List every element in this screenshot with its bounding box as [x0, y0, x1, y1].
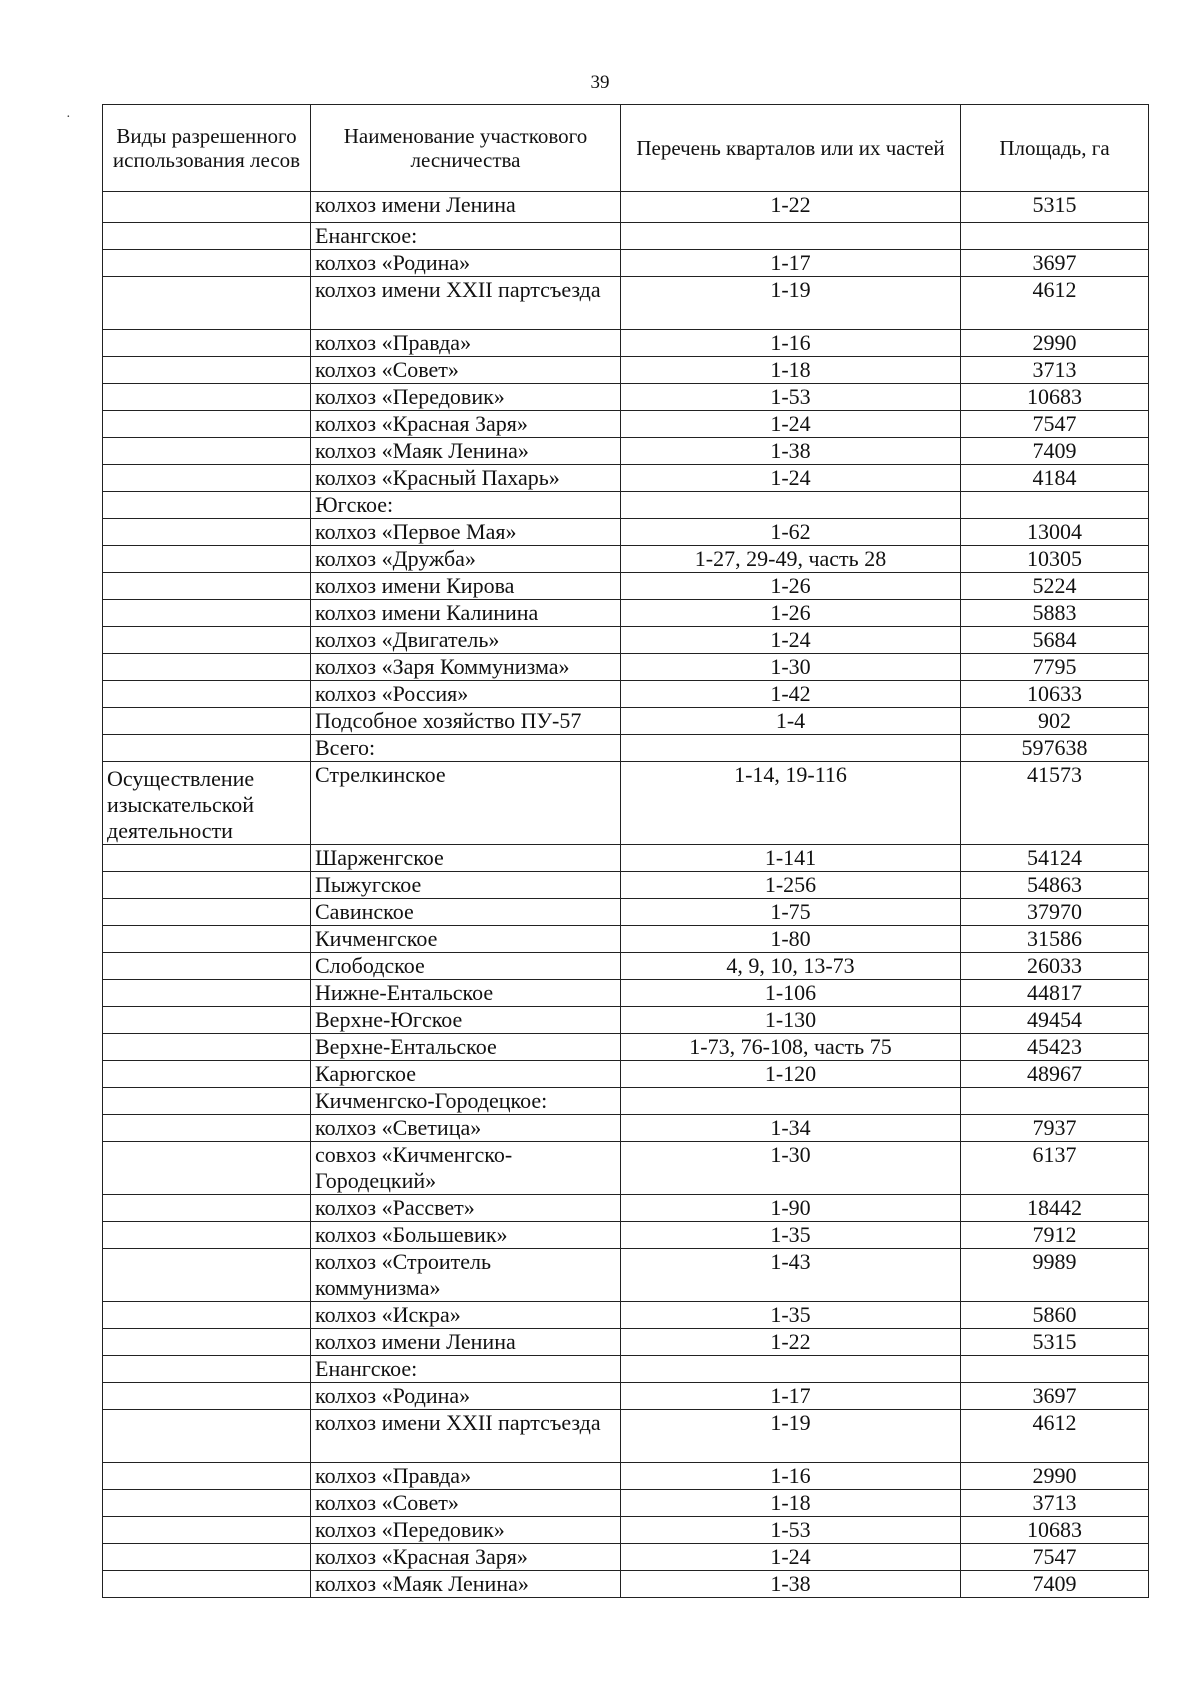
forestry-name-cell: Шарженгское	[311, 845, 621, 872]
area-cell: 7547	[961, 1544, 1149, 1571]
use-type-cell	[103, 1490, 311, 1517]
quarters-cell: 1-62	[621, 519, 961, 546]
table-row	[103, 277, 1149, 330]
use-type-cell	[103, 277, 311, 330]
area-cell: 7795	[961, 654, 1149, 681]
area-cell: 10683	[961, 1517, 1149, 1544]
forestry-name-cell: колхоз «Красная Заря»	[311, 1544, 621, 1571]
use-type-cell	[103, 519, 311, 546]
table-row	[103, 1410, 1149, 1463]
area-cell: 3697	[961, 1383, 1149, 1410]
area-cell: 5315	[961, 1329, 1149, 1356]
use-type-cell	[103, 1249, 311, 1302]
use-type-cell	[103, 735, 311, 762]
forestry-name-cell: колхоз «Родина»	[311, 250, 621, 277]
forestry-name-cell: колхоз имени XXII партсъезда	[311, 1410, 621, 1463]
forestry-name-cell: колхоз «Красный Пахарь»	[311, 465, 621, 492]
quarters-cell: 1-17	[621, 1383, 961, 1410]
use-type-cell	[103, 1544, 311, 1571]
quarters-cell: 1-38	[621, 438, 961, 465]
use-type-cell	[103, 384, 311, 411]
forestry-name-cell: Верхне-Ентальское	[311, 1034, 621, 1061]
area-cell: 2990	[961, 1463, 1149, 1490]
forestry-name-cell: колхоз имени Ленина	[311, 192, 621, 223]
use-type-cell	[103, 1302, 311, 1329]
area-cell: 7409	[961, 438, 1149, 465]
forestry-name-cell: Карюгское	[311, 1061, 621, 1088]
forestry-name-cell: колхоз «Дружба»	[311, 546, 621, 573]
header-use-type: Виды разрешенного использования лесов	[103, 105, 311, 192]
table-row	[103, 1222, 1149, 1249]
table-row	[103, 519, 1149, 546]
quarters-cell: 1-38	[621, 1571, 961, 1598]
use-type-cell	[103, 1088, 311, 1115]
quarters-cell: 1-26	[621, 600, 961, 627]
use-type-cell	[103, 926, 311, 953]
table-row	[103, 357, 1149, 384]
forestry-name-cell: совхоз «Кичменгско-Городецкий»	[311, 1142, 621, 1195]
forestry-name-cell: Савинское	[311, 899, 621, 926]
forestry-name-cell: колхоз «Передовик»	[311, 384, 621, 411]
table-row	[103, 411, 1149, 438]
quarters-cell: 1-26	[621, 573, 961, 600]
quarters-cell: 1-19	[621, 277, 961, 330]
table-row	[103, 1195, 1149, 1222]
area-cell: 597638	[961, 735, 1149, 762]
area-cell: 5315	[961, 192, 1149, 223]
area-cell: 3697	[961, 250, 1149, 277]
forestry-name-cell: колхоз «Заря Коммунизма»	[311, 654, 621, 681]
forestry-table	[102, 104, 1149, 1598]
area-cell: 3713	[961, 357, 1149, 384]
forestry-name-cell: Верхне-Югское	[311, 1007, 621, 1034]
quarters-cell: 1-16	[621, 1463, 961, 1490]
table-row	[103, 708, 1149, 735]
table-row	[103, 1088, 1149, 1115]
use-type-cell	[103, 223, 311, 250]
table-row	[103, 600, 1149, 627]
quarters-cell: 1-35	[621, 1222, 961, 1249]
use-type-cell	[103, 627, 311, 654]
use-type-cell	[103, 573, 311, 600]
quarters-cell: 1-53	[621, 1517, 961, 1544]
use-type-cell	[103, 330, 311, 357]
table-row	[103, 654, 1149, 681]
area-cell: 9989	[961, 1249, 1149, 1302]
quarters-cell	[621, 735, 961, 762]
quarters-cell: 1-256	[621, 872, 961, 899]
forestry-name-cell: Нижне-Ентальское	[311, 980, 621, 1007]
table-row	[103, 681, 1149, 708]
quarters-cell: 1-24	[621, 1544, 961, 1571]
forestry-name-cell: Кичменгско-Городецкое:	[311, 1088, 621, 1115]
forestry-name-cell: колхоз «Правда»	[311, 1463, 621, 1490]
quarters-cell	[621, 1356, 961, 1383]
forestry-name-cell: колхоз «Маяк Ленина»	[311, 438, 621, 465]
area-cell: 4612	[961, 277, 1149, 330]
use-type-cell	[103, 465, 311, 492]
use-type-cell: Осуществление изыскательской деятельности	[103, 762, 311, 845]
table-body	[103, 192, 1149, 1598]
area-cell	[961, 1356, 1149, 1383]
quarters-cell: 1-17	[621, 250, 961, 277]
forestry-name-cell: колхоз «Совет»	[311, 357, 621, 384]
table-header-row	[103, 105, 1149, 192]
table-row	[103, 980, 1149, 1007]
area-cell: 41573	[961, 762, 1149, 845]
area-cell: 902	[961, 708, 1149, 735]
use-type-cell	[103, 654, 311, 681]
use-type-cell	[103, 192, 311, 223]
table-row	[103, 1061, 1149, 1088]
area-cell	[961, 1088, 1149, 1115]
use-type-cell	[103, 899, 311, 926]
table-row	[103, 872, 1149, 899]
area-cell: 48967	[961, 1061, 1149, 1088]
table-row	[103, 1571, 1149, 1598]
area-cell: 49454	[961, 1007, 1149, 1034]
area-cell: 4184	[961, 465, 1149, 492]
forestry-name-cell: колхоз «Рассвет»	[311, 1195, 621, 1222]
quarters-cell: 1-22	[621, 192, 961, 223]
forestry-name-cell: Подсобное хозяйство ПУ-57	[311, 708, 621, 735]
use-type-cell	[103, 872, 311, 899]
table-row	[103, 762, 1149, 845]
area-cell: 44817	[961, 980, 1149, 1007]
quarters-cell: 1-120	[621, 1061, 961, 1088]
use-type-cell	[103, 1195, 311, 1222]
forestry-name-cell: колхоз «Строитель коммунизма»	[311, 1249, 621, 1302]
use-type-cell	[103, 438, 311, 465]
table-row	[103, 1356, 1149, 1383]
quarters-cell: 1-19	[621, 1410, 961, 1463]
area-cell	[961, 492, 1149, 519]
quarters-cell: 1-16	[621, 330, 961, 357]
use-type-cell	[103, 357, 311, 384]
table-row	[103, 627, 1149, 654]
table-row	[103, 384, 1149, 411]
area-cell: 10305	[961, 546, 1149, 573]
forestry-name-cell: Стрелкинское	[311, 762, 621, 845]
area-cell: 2990	[961, 330, 1149, 357]
forestry-name-cell: колхоз «Правда»	[311, 330, 621, 357]
header-area: Площадь, га	[961, 105, 1149, 192]
use-type-cell	[103, 953, 311, 980]
area-cell: 54863	[961, 872, 1149, 899]
forestry-name-cell: колхоз «Светица»	[311, 1115, 621, 1142]
table-row	[103, 546, 1149, 573]
area-cell: 5860	[961, 1302, 1149, 1329]
quarters-cell: 1-34	[621, 1115, 961, 1142]
table-row	[103, 250, 1149, 277]
quarters-cell: 1-75	[621, 899, 961, 926]
use-type-cell	[103, 1222, 311, 1249]
use-type-cell	[103, 492, 311, 519]
quarters-cell: 1-90	[621, 1195, 961, 1222]
forestry-name-cell: колхоз «Первое Мая»	[311, 519, 621, 546]
quarters-cell: 4, 9, 10, 13-73	[621, 953, 961, 980]
use-type-cell	[103, 681, 311, 708]
area-cell: 10683	[961, 384, 1149, 411]
forestry-name-cell: колхоз «Красная Заря»	[311, 411, 621, 438]
quarters-cell: 1-22	[621, 1329, 961, 1356]
quarters-cell: 1-24	[621, 627, 961, 654]
quarters-cell: 1-14, 19-116	[621, 762, 961, 845]
area-cell	[961, 223, 1149, 250]
area-cell: 7937	[961, 1115, 1149, 1142]
table-row	[103, 1329, 1149, 1356]
table-row	[103, 1034, 1149, 1061]
forestry-name-cell: Енангское:	[311, 1356, 621, 1383]
quarters-cell: 1-53	[621, 384, 961, 411]
forestry-name-cell: колхоз «Россия»	[311, 681, 621, 708]
table-row	[103, 1007, 1149, 1034]
quarters-cell: 1-18	[621, 357, 961, 384]
area-cell: 7547	[961, 411, 1149, 438]
area-cell: 7409	[961, 1571, 1149, 1598]
forestry-name-cell: колхоз «Искра»	[311, 1302, 621, 1329]
quarters-cell: 1-141	[621, 845, 961, 872]
area-cell: 31586	[961, 926, 1149, 953]
header-quarters: Перечень кварталов или их частей	[621, 105, 961, 192]
forestry-name-cell: колхоз «Двигатель»	[311, 627, 621, 654]
forestry-name-cell: колхоз имени XXII партсъезда	[311, 277, 621, 330]
area-cell: 37970	[961, 899, 1149, 926]
use-type-cell	[103, 1329, 311, 1356]
use-type-cell	[103, 411, 311, 438]
area-cell: 26033	[961, 953, 1149, 980]
forestry-name-cell: Всего:	[311, 735, 621, 762]
forestry-name-cell: Кичменгское	[311, 926, 621, 953]
table-row	[103, 1544, 1149, 1571]
quarters-cell: 1-24	[621, 411, 961, 438]
quarters-cell: 1-30	[621, 654, 961, 681]
area-cell: 13004	[961, 519, 1149, 546]
quarters-cell	[621, 492, 961, 519]
use-type-cell	[103, 708, 311, 735]
table-row	[103, 330, 1149, 357]
forestry-name-cell: Енангское:	[311, 223, 621, 250]
table-row	[103, 192, 1149, 223]
use-type-cell	[103, 546, 311, 573]
forestry-name-cell: колхоз «Большевик»	[311, 1222, 621, 1249]
quarters-cell: 1-18	[621, 1490, 961, 1517]
use-type-cell	[103, 1356, 311, 1383]
table-row	[103, 573, 1149, 600]
area-cell: 5684	[961, 627, 1149, 654]
area-cell: 3713	[961, 1490, 1149, 1517]
use-type-cell	[103, 1410, 311, 1463]
use-type-cell	[103, 600, 311, 627]
quarters-cell: 1-43	[621, 1249, 961, 1302]
forestry-name-cell: колхоз имени Ленина	[311, 1329, 621, 1356]
forestry-name-cell: Слободское	[311, 953, 621, 980]
quarters-cell: 1-80	[621, 926, 961, 953]
table-row	[103, 735, 1149, 762]
use-type-cell	[103, 1007, 311, 1034]
quarters-cell: 1-130	[621, 1007, 961, 1034]
forestry-name-cell: колхоз «Родина»	[311, 1383, 621, 1410]
table-row	[103, 953, 1149, 980]
area-cell: 54124	[961, 845, 1149, 872]
table-row	[103, 1142, 1149, 1195]
use-type-cell	[103, 845, 311, 872]
quarters-cell	[621, 1088, 961, 1115]
table-row	[103, 492, 1149, 519]
table-row	[103, 465, 1149, 492]
page-number: 39	[590, 72, 610, 93]
forestry-name-cell: колхоз имени Кирова	[311, 573, 621, 600]
quarters-cell: 1-24	[621, 465, 961, 492]
table-row	[103, 845, 1149, 872]
quarters-cell	[621, 223, 961, 250]
table-row	[103, 1517, 1149, 1544]
quarters-cell: 1-42	[621, 681, 961, 708]
use-type-cell	[103, 1142, 311, 1195]
table-row	[103, 1383, 1149, 1410]
quarters-cell: 1-73, 76-108, часть 75	[621, 1034, 961, 1061]
quarters-cell: 1-4	[621, 708, 961, 735]
forestry-name-cell: колхоз имени Калинина	[311, 600, 621, 627]
forestry-name-cell: колхоз «Передовик»	[311, 1517, 621, 1544]
use-type-cell	[103, 1517, 311, 1544]
area-cell: 4612	[961, 1410, 1149, 1463]
table-row	[103, 438, 1149, 465]
area-cell: 6137	[961, 1142, 1149, 1195]
table-row	[103, 1249, 1149, 1302]
table-row	[103, 926, 1149, 953]
table-row	[103, 1463, 1149, 1490]
use-type-cell	[103, 1034, 311, 1061]
header-forestry: Наименование участкового лесничества	[311, 105, 621, 192]
table-row	[103, 1490, 1149, 1517]
table-row	[103, 899, 1149, 926]
area-cell: 45423	[961, 1034, 1149, 1061]
use-type-cell	[103, 1061, 311, 1088]
use-type-cell	[103, 1463, 311, 1490]
use-type-cell	[103, 250, 311, 277]
quarters-cell: 1-27, 29-49, часть 28	[621, 546, 961, 573]
forestry-name-cell: Югское:	[311, 492, 621, 519]
area-cell: 10633	[961, 681, 1149, 708]
area-cell: 7912	[961, 1222, 1149, 1249]
forestry-name-cell: колхоз «Маяк Ленина»	[311, 1571, 621, 1598]
scan-mark: ·	[66, 110, 71, 125]
forestry-name-cell: колхоз «Совет»	[311, 1490, 621, 1517]
area-cell: 5224	[961, 573, 1149, 600]
quarters-cell: 1-30	[621, 1142, 961, 1195]
use-type-cell	[103, 980, 311, 1007]
quarters-cell: 1-35	[621, 1302, 961, 1329]
table-row	[103, 1302, 1149, 1329]
area-cell: 5883	[961, 600, 1149, 627]
forestry-name-cell: Пыжугское	[311, 872, 621, 899]
use-type-cell	[103, 1115, 311, 1142]
table-row	[103, 1115, 1149, 1142]
use-type-cell	[103, 1383, 311, 1410]
table-row	[103, 223, 1149, 250]
area-cell: 18442	[961, 1195, 1149, 1222]
use-type-cell	[103, 1571, 311, 1598]
quarters-cell: 1-106	[621, 980, 961, 1007]
